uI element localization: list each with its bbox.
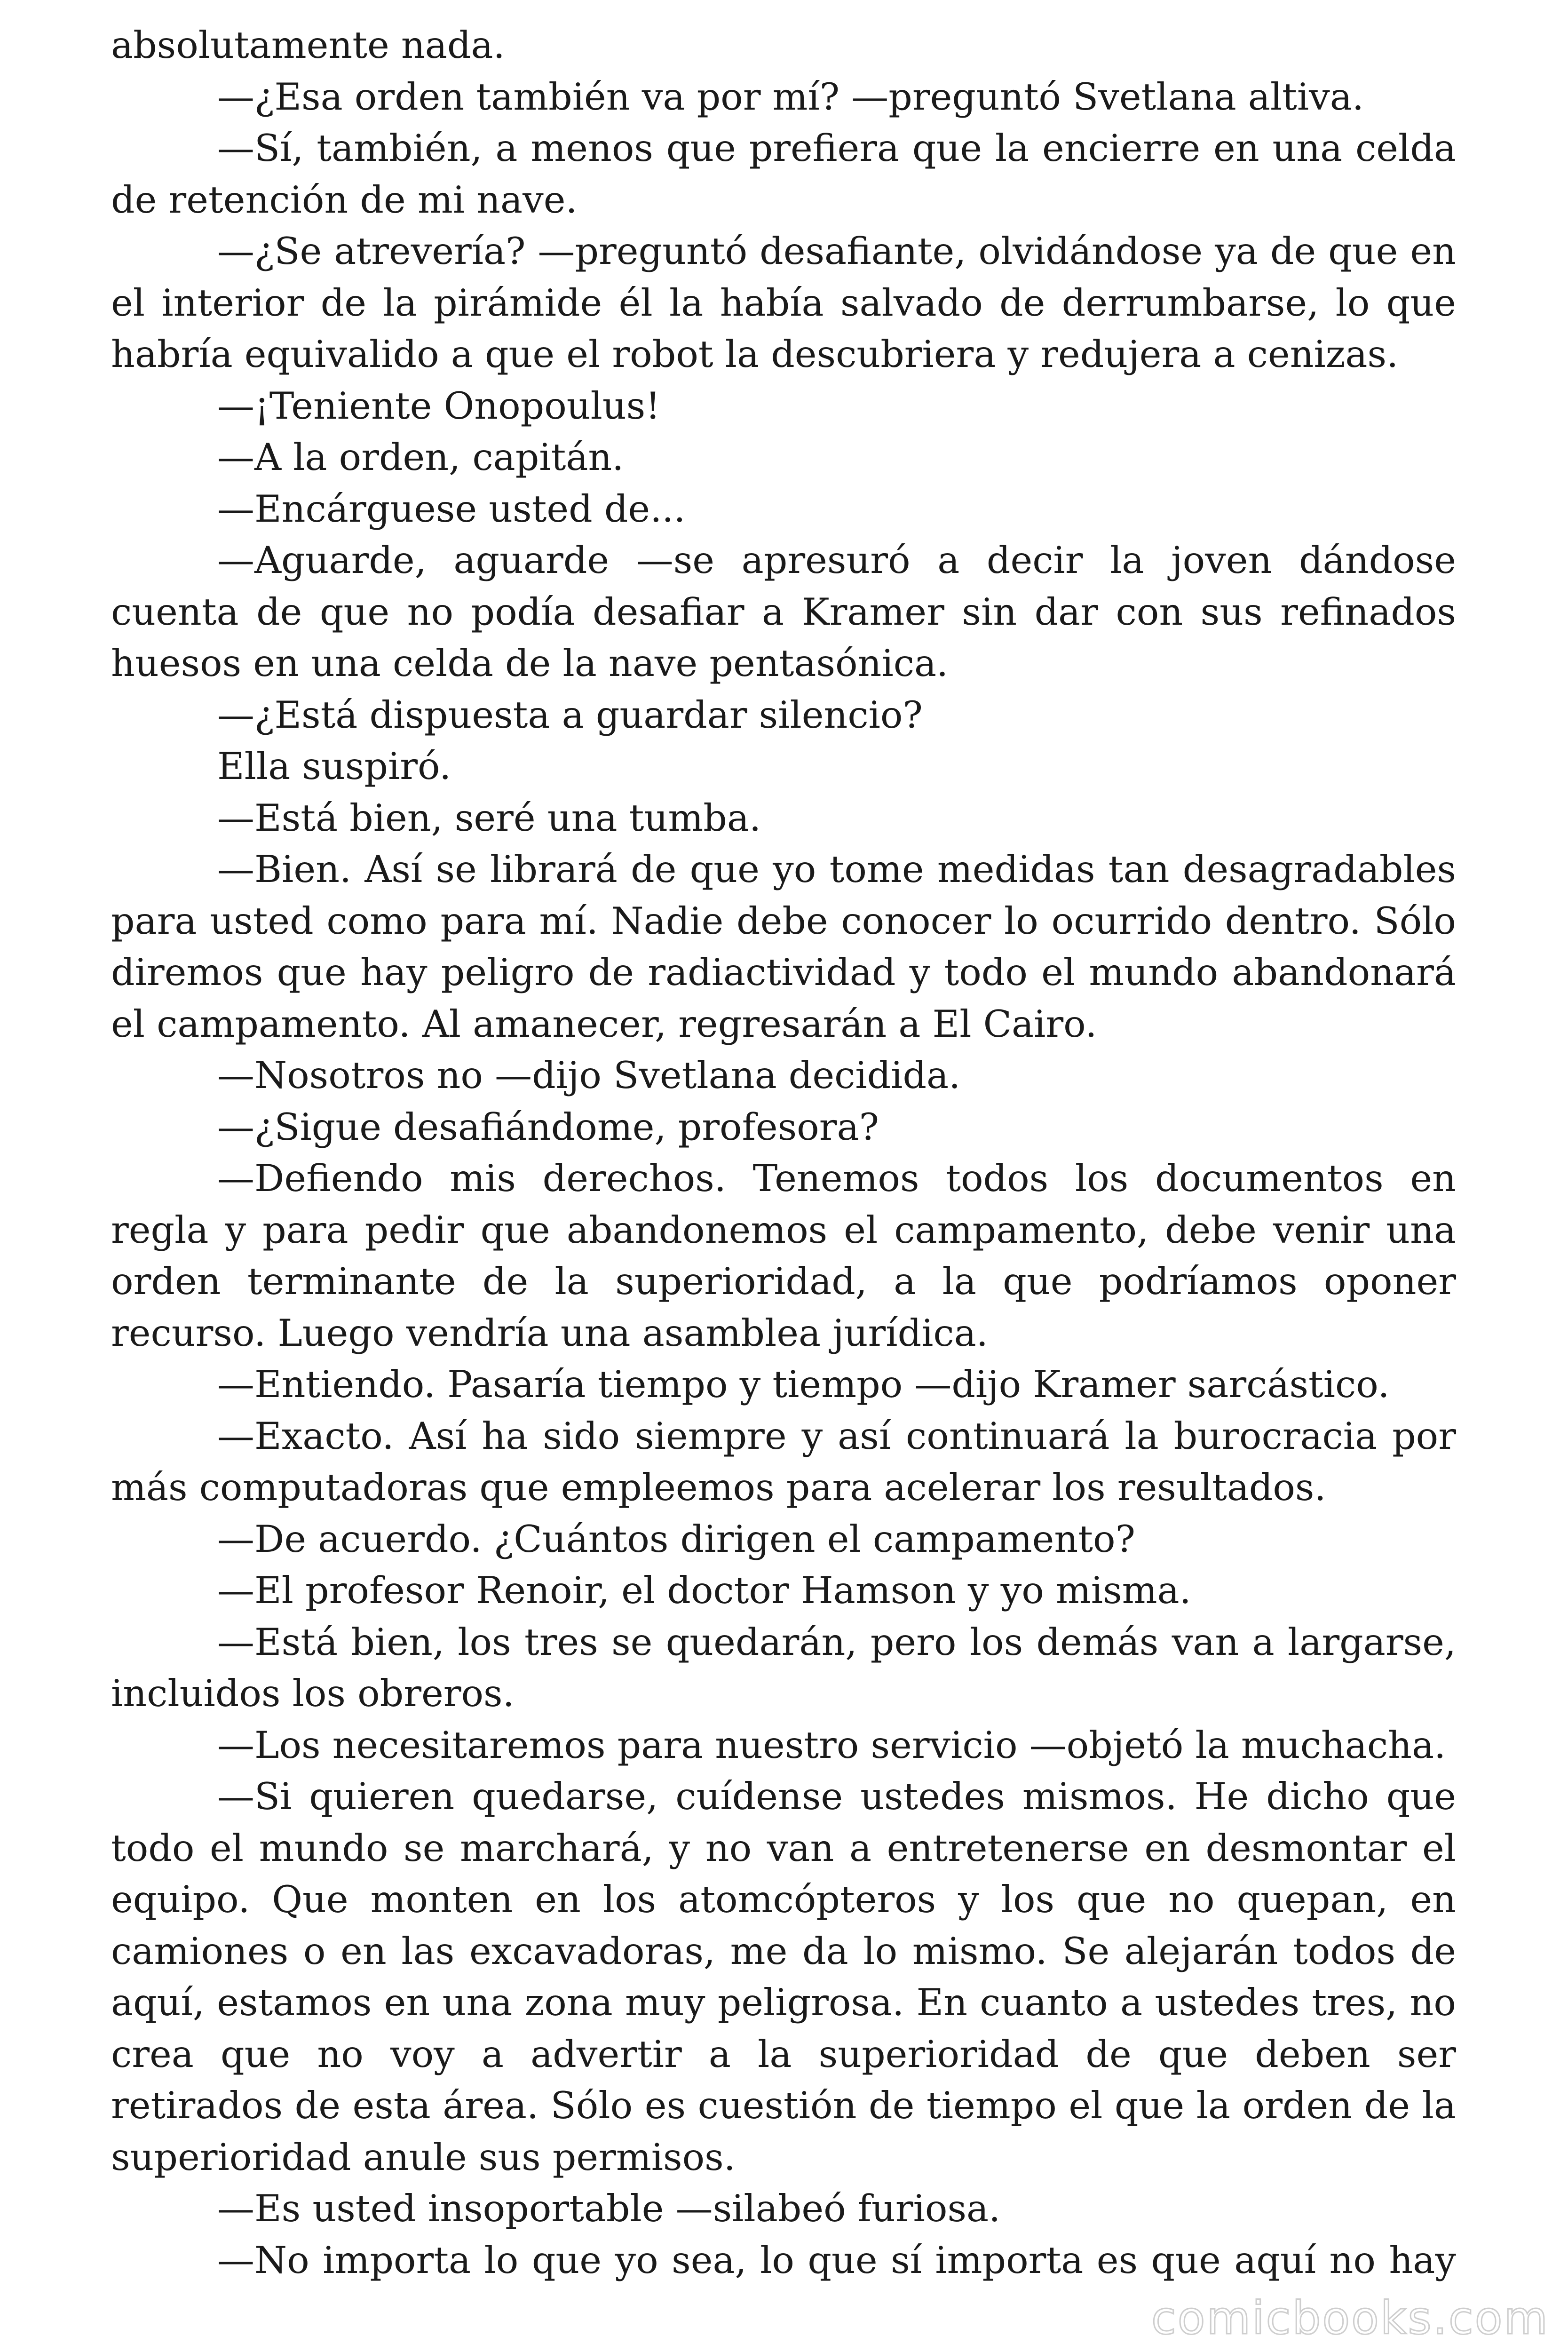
paragraph: —¿Está dispuesta a guardar silencio? [217, 693, 923, 737]
paragraph: —Exacto. Así ha sido siempre y así continuará la burocracia por más computadoras que empleemos para acelerar los resultados. [111, 1414, 1456, 1509]
paragraph: —Bien. Así se librará de que yo tome medidas tan desagradables para usted como para mí. Nadie debe conocer lo ocurrido dentro. Sólo diremos que hay peligro de radiactividad y todo el mundo abandonará el campamento. Al amanecer, regresarán a El Cairo. [111, 848, 1456, 1046]
paragraph: —Si quieren quedarse, cuídense ustedes mismos. He dicho que todo el mundo se marchará, y no van a entretenerse en desmontar el equipo. Que monten en los atomcópteros y los que no quepan, en camiones o en las excavadoras, me da lo mismo. Se alejarán todos de aquí, estamos en una zona muy peligrosa. En cuanto a ustedes tres, no crea que no voy a advertir a la superioridad de que deben ser retirados de esta área. Sólo es cuestión de tiempo el que la orden de la superioridad anule sus permisos. [111, 1775, 1456, 2179]
paragraph: —Está bien, seré una tumba. [217, 796, 761, 840]
paragraph: —Es usted insoportable —silabeó furiosa. [217, 2187, 1001, 2230]
paragraph: —No importa lo que yo sea, lo que sí importa es que aquí no hay [217, 2238, 1456, 2282]
paragraph: —Encárguese usted de... [217, 487, 686, 531]
paragraph: —El profesor Renoir, el doctor Hamson y yo misma. [217, 1569, 1191, 1612]
paragraph: —Aguarde, aguarde —se apresuró a decir la joven dándose cuenta de que no podía desafiar a Kramer sin dar con sus refinados huesos en una celda de la nave pentasónica. [111, 539, 1456, 685]
paragraph: —Defiendo mis derechos. Tenemos todos los documentos en regla y para pedir que abandonemos el campamento, debe venir una orden terminante de la superioridad, a la que podríamos oponer recurso. Luego vendría una asamblea jurídica. [111, 1157, 1456, 1355]
paragraph: —¡Teniente Onopoulus! [217, 384, 661, 428]
watermark-logo: comicbooks.com [1151, 2292, 1549, 2344]
paragraph: —Los necesitaremos para nuestro servicio —objetó la muchacha. [217, 1723, 1446, 1767]
paragraph: absolutamente nada. [111, 24, 505, 67]
paragraph: —¿Sigue desafiándome, profesora? [217, 1105, 879, 1149]
paragraph: —De acuerdo. ¿Cuántos dirigen el campamento? [217, 1517, 1135, 1561]
paragraph: —¿Se atrevería? —preguntó desafiante, olvidándose ya de que en el interior de la pirámide él la había salvado de derrumbarse, lo que habría equivalido a que el robot la descubriera y redujera a cenizas. [111, 230, 1456, 376]
paragraph: —Sí, también, a menos que prefiera que la encierre en una celda de retención de mi nave. [111, 127, 1456, 222]
body-text [111, 20, 1456, 2286]
paragraph: —¿Esa orden también va por mí? —preguntó Svetlana altiva. [217, 75, 1364, 119]
paragraph: —Entiendo. Pasaría tiempo y tiempo —dijo Kramer sarcástico. [217, 1363, 1390, 1406]
paragraph: —Está bien, los tres se quedarán, pero los demás van a largarse, incluidos los obreros. [111, 1620, 1456, 1715]
paragraph: —A la orden, capitán. [217, 436, 624, 479]
paragraph: Ella suspiró. [217, 745, 451, 788]
paragraph: —Nosotros no —dijo Svetlana decidida. [217, 1054, 961, 1097]
